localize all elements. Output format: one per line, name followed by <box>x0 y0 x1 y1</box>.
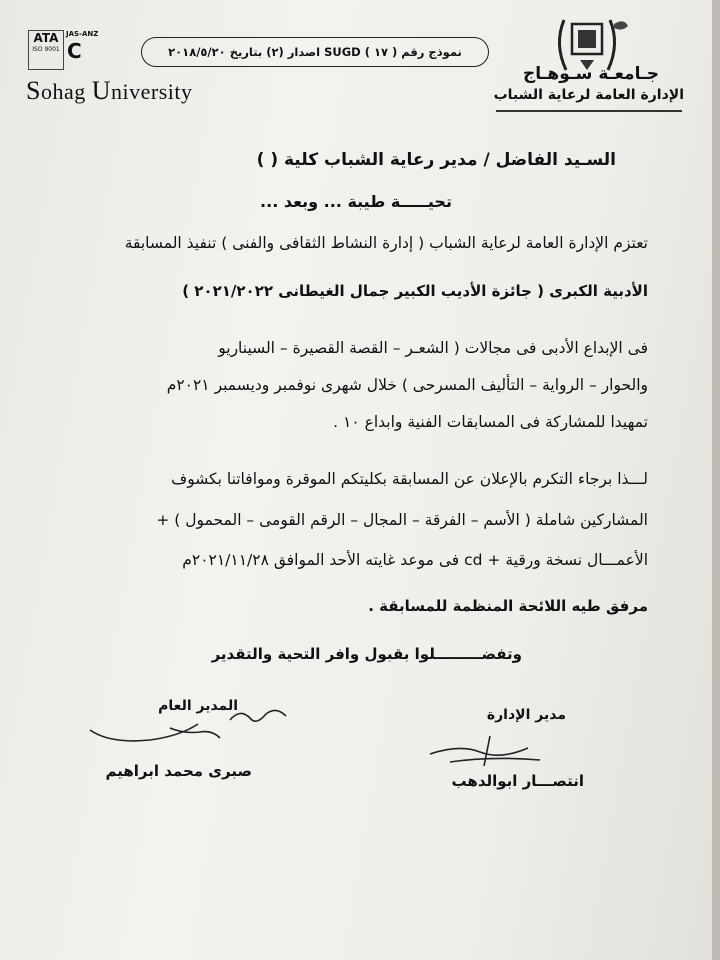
accreditation-label: JAS-ANZ <box>66 30 99 38</box>
left-signature-icon <box>80 700 300 760</box>
university-name-en: Sohag University <box>26 76 193 105</box>
right-signer-title: مدير الإدارة <box>486 707 566 723</box>
paragraph-1-line-1: تعتزم الإدارة العامة لرعاية الشباب ( إدارة النشاط الثقافى والفنى ) تنفيذ المسابقة <box>124 234 648 252</box>
form-reference-text: نموذج رقم ( ١٧ ) SUGD اصدار (٢) بتاريخ ٢٠١٨/٥/٢٠ <box>168 45 462 59</box>
page-edge <box>712 0 720 960</box>
left-signer-name: صبرى محمد ابراهيم <box>105 762 252 780</box>
paragraph-3-line-2: المشاركين شاملة ( الأسم – الفرقة – المجال – الرقم القومى – المحمول ) + <box>156 511 648 529</box>
accreditation-mark: C <box>67 39 82 63</box>
form-reference-box <box>141 37 489 67</box>
university-name-ar: جـامعـة سـوهـاج <box>522 64 660 84</box>
header-divider <box>496 110 682 112</box>
right-signer-name: انتصـــار ابوالدهب <box>451 772 584 790</box>
logo-caption: ISO 9001 <box>32 46 60 53</box>
paragraph-1-line-2: الأدبية الكبرى ( جائزة الأديب الكبير جمال الغيطانى ٢٠٢١/٢٠٢٢ ) <box>182 282 648 300</box>
right-signature-icon <box>420 726 560 776</box>
paragraph-2-line-2: والحوار – الرواية – التأليف المسرحى ) خلال شهرى نوفمبر وديسمبر ٢٠٢١م <box>166 376 648 394</box>
paragraph-2-line-3: تمهيدا للمشاركة فى المسابقات الفنية وابداع ١٠ . <box>333 413 648 431</box>
closing-line: وتفضـــــــــلوا بقبول وافر التحية والتقدير <box>211 645 522 663</box>
greeting-line: تحيـــــة طيبة ... وبعد ... <box>260 192 452 211</box>
paragraph-3-line-3: الأعمـــال نسخة ورقية + cd فى موعد غايته الأحد الموافق ٢٠٢١/١١/٢٨م <box>182 551 648 569</box>
certification-logo <box>28 30 64 70</box>
addressee-line: السـيد الفاضل / مدير رعاية الشباب كلية ( ) <box>256 150 616 170</box>
paragraph-3-line-1: لـــذا برجاء التكرم بالإعلان عن المسابقة بكليتكم الموقرة وموافاتنا بكشوف <box>171 470 648 488</box>
paragraph-2-line-1: فى الإبداع الأدبى فى مجالات ( الشعـر – القصة القصيرة – السيناريو <box>218 339 648 357</box>
logo-top-text: ATA <box>33 31 59 45</box>
department-name: الإدارة العامة لرعاية الشباب <box>493 87 684 103</box>
attachment-line: مرفق طيه اللائحة المنظمة للمسابقة . <box>368 597 648 615</box>
left-signer-title: المدير العام <box>158 698 238 714</box>
